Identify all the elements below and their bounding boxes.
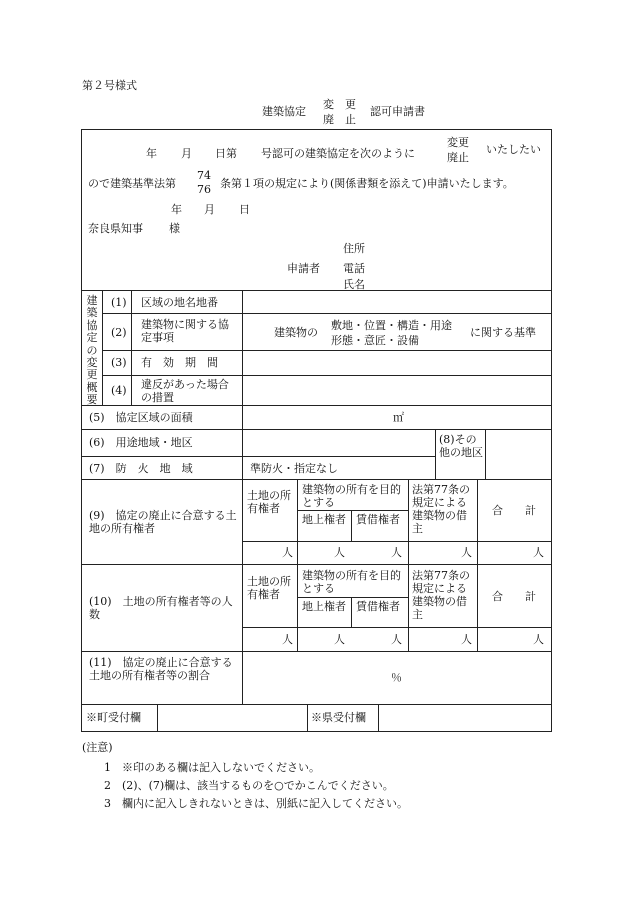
- row1-number: (1): [111, 296, 127, 309]
- form-number: 第２号様式: [82, 79, 137, 92]
- change-outline-side-label: 建築協定の変更概要: [86, 294, 98, 407]
- rule-h: [81, 290, 552, 291]
- row2-label: 建築物に関する協定事項: [141, 318, 229, 344]
- intro-article-74: 74: [197, 169, 211, 182]
- row9-col-art77-tenant: 法第77条の規定による建築物の借主: [412, 483, 470, 535]
- rule-h: [81, 651, 552, 652]
- title-suffix: 認可申請書: [370, 105, 425, 118]
- intro-itashitai: いたしたい: [486, 143, 541, 156]
- intro-article-76: 76: [197, 183, 211, 196]
- rule-h: [242, 541, 552, 542]
- rule-v: [408, 479, 409, 565]
- rule-h: [297, 597, 408, 598]
- rule-h: [102, 375, 552, 376]
- row7-value: 準防火・指定なし: [250, 462, 338, 475]
- row10-unit-surface: 人: [334, 633, 345, 646]
- row10-col-building: 建築物の所有を目的とする: [302, 569, 401, 595]
- rule-v: [477, 479, 478, 565]
- intro-month: 月: [181, 147, 192, 160]
- note-item-2: 2 (2)、(7)欄は、該当するものを○でかこんでください。: [104, 779, 394, 792]
- table-border-left: [81, 129, 82, 732]
- rule-h: [102, 350, 552, 351]
- row9-unit-lease: 人: [391, 546, 402, 559]
- rule-v: [485, 429, 486, 480]
- note-item-3: 3 欄内に記入しきれないときは、別紙に記入してください。: [104, 797, 408, 810]
- rule-h: [81, 405, 552, 406]
- intro-clause-text: 条第１項の規定により(関係書類を添えて)申請いたします。: [220, 177, 514, 190]
- pref-reception-label: ※県受付欄: [311, 711, 366, 724]
- rule-v: [131, 290, 132, 406]
- rule-v: [297, 479, 298, 565]
- row9-unit-art77: 人: [461, 546, 472, 559]
- rule-v: [408, 564, 409, 652]
- applicant-label: 申請者: [287, 262, 320, 275]
- row1-label: 区域の地名地番: [141, 296, 218, 309]
- title-option-abolish: 廃 止: [323, 113, 356, 126]
- row7-label: (7) 防 火 地 域: [89, 462, 193, 475]
- rule-h: [81, 704, 552, 705]
- rule-v: [378, 704, 379, 732]
- title-option-change: 変 更: [323, 98, 356, 111]
- row2-option-2: 形態・意匠・設備: [331, 334, 419, 347]
- row9-unit-owner: 人: [282, 546, 293, 559]
- addressee: 奈良県知事: [88, 222, 143, 235]
- row2-option-1: 敷地・位置・構造・用途: [331, 319, 452, 332]
- applicant-address-label: 住所: [343, 242, 365, 255]
- row9-label: (9) 協定の廃止に合意する土地の所有権者: [89, 509, 237, 535]
- row9-unit-total: 人: [533, 546, 544, 559]
- row2-suffix: に関する基準: [470, 326, 536, 339]
- rule-v: [435, 429, 436, 480]
- rule-h: [102, 313, 552, 314]
- intro-day-no: 日第: [215, 147, 237, 160]
- row10-label: (10) 土地の所有権者等の人数: [89, 595, 233, 621]
- rule-v: [157, 704, 158, 732]
- row9-col-owner: 土地の所有権者: [247, 489, 291, 515]
- notes-heading: (注意): [82, 741, 113, 754]
- table-border-top: [81, 129, 552, 130]
- row6-label: (6) 用途地域・地区: [89, 436, 193, 449]
- applicant-phone-label: 電話: [343, 262, 365, 275]
- rule-h: [297, 510, 408, 511]
- row3-number: (3): [111, 356, 127, 369]
- rule-v: [477, 564, 478, 652]
- applicant-name-label: 氏名: [343, 278, 365, 291]
- intro-option-change: 変更: [447, 136, 469, 149]
- title-prefix: 建築協定: [262, 105, 306, 118]
- addressee-honorific: 様: [169, 222, 180, 235]
- row2-number: (2): [111, 326, 127, 339]
- row10-unit-total: 人: [533, 633, 544, 646]
- row10-unit-owner: 人: [282, 633, 293, 646]
- row10-col-surface-right: 地上権者: [302, 600, 346, 613]
- table-border-right: [551, 129, 552, 732]
- rule-v: [102, 290, 103, 406]
- row9-col-building: 建築物の所有を目的とする: [302, 483, 401, 509]
- row5-label: (5) 協定区域の面積: [89, 411, 193, 424]
- row9-col-lease-right: 賃借権者: [356, 513, 400, 526]
- table-border-bottom: [81, 731, 552, 732]
- row3-label: 有 効 期 間: [141, 356, 218, 369]
- rule-v: [242, 290, 243, 704]
- row10-col-owner: 土地の所有権者: [247, 575, 291, 601]
- date-month: 月: [204, 203, 215, 216]
- row8-label: (8)その他の地区: [439, 433, 483, 459]
- row10-unit-lease: 人: [391, 633, 402, 646]
- row4-number: (4): [111, 384, 127, 397]
- rule-h: [81, 479, 552, 480]
- rule-v: [297, 564, 298, 652]
- intro-year: 年: [146, 147, 157, 160]
- intro-approval-text: 号認可の建築協定を次のように: [261, 147, 415, 160]
- row4-label: 違反があった場合の措置: [141, 378, 229, 404]
- row10-col-total: 合 計: [492, 590, 536, 603]
- rule-h: [81, 429, 552, 430]
- rule-v: [351, 510, 352, 541]
- rule-h: [242, 627, 552, 628]
- intro-option-abolish: 廃止: [447, 151, 469, 164]
- rule-h: [81, 564, 552, 565]
- date-day: 日: [239, 203, 250, 216]
- row10-unit-art77: 人: [461, 633, 472, 646]
- rule-v: [307, 704, 308, 732]
- rule-v: [351, 597, 352, 628]
- row5-unit: ㎡: [393, 411, 404, 424]
- rule-h: [81, 456, 435, 457]
- row9-col-surface-right: 地上権者: [302, 513, 346, 526]
- intro-law-text: ので建築基準法第: [88, 177, 176, 190]
- town-reception-label: ※町受付欄: [86, 711, 141, 724]
- row10-col-lease-right: 賃借権者: [356, 600, 400, 613]
- row9-unit-surface: 人: [334, 546, 345, 559]
- row9-col-total: 合 計: [492, 504, 536, 517]
- row2-prefix: 建築物の: [274, 326, 318, 339]
- row11-label: (11) 協定の廃止に合意する土地の所有権者等の割合: [89, 656, 233, 682]
- date-year: 年: [171, 203, 182, 216]
- note-item-1: 1 ※印のある欄は記入しないでください。: [104, 761, 320, 774]
- row11-unit: ％: [391, 671, 402, 684]
- row10-col-art77-tenant: 法第77条の規定による建築物の借主: [412, 569, 470, 621]
